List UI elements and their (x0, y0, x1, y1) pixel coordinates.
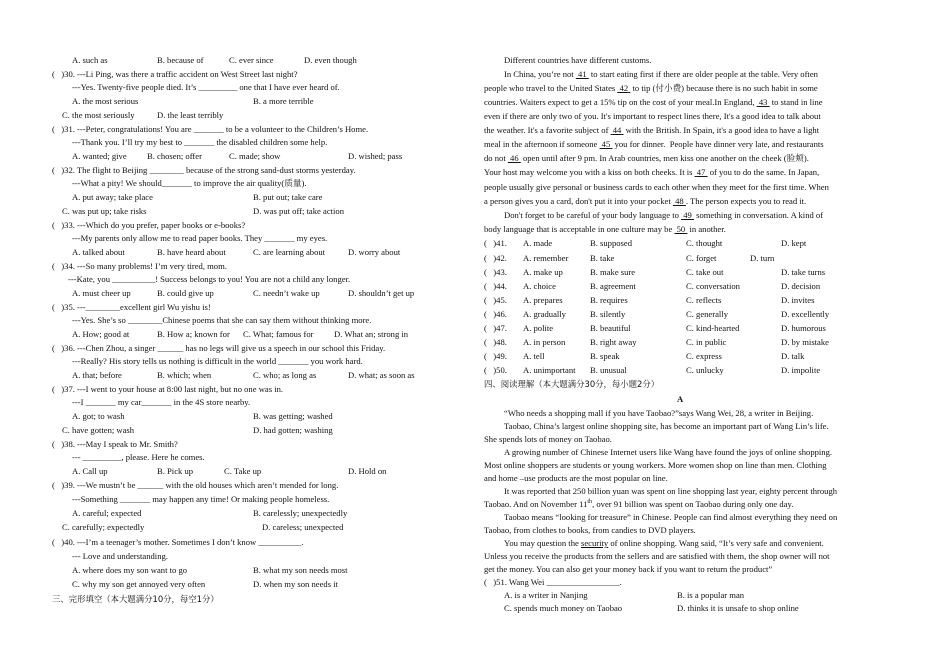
option: D. shouldn’t get up (348, 288, 415, 298)
passage-line: Taobao, China’s largest online shopping site, has become an important part of Wang Lin’s life. (504, 421, 829, 431)
passage-line: Taobao, from clothes to books, from candies to DVD players. (484, 525, 696, 535)
option: A. Call up (72, 466, 108, 476)
question-stem: ( )51. Wang Wei _________________. (484, 577, 622, 587)
question-stem: ( )38. ---May I speak to Mr. Smith? (52, 439, 178, 449)
option: B. put out; take care (253, 192, 323, 202)
passage-line: get the money. You can also get your money back if you want to return the product” (484, 564, 773, 574)
option: D. talk (781, 351, 805, 361)
passage-line: You may question the security of online shopping. Wang said, “It’s very safe and convenient. (504, 538, 824, 548)
option: D. wished; pass (348, 151, 403, 161)
option: D. decision (781, 281, 821, 291)
option: A. that; before (72, 370, 122, 380)
option: A. where does my son want to go (72, 565, 188, 575)
question-stem: ( )30. ---Li Ping, was there a traffic accident on West Street last night? (52, 69, 298, 79)
question-reply: ---Kate, you __________! Success belongs to you! You are not a child any longer. (68, 274, 351, 284)
blank-number: 43 (758, 97, 768, 107)
option: C. express (686, 351, 722, 361)
passage-line: Don't forget to be careful of your body language to 49 something in conversation. A kind of (504, 210, 824, 220)
blank-number: 42 (619, 83, 629, 93)
option: A. such as (72, 55, 108, 65)
option: B. chosen; offer (147, 151, 202, 161)
option: B. How a; known for (157, 329, 230, 339)
question-reply: ---Yes. She’s so ________Chinese poems that she can say them without thinking more. (72, 315, 372, 325)
passage-line: “Who needs a shopping mall if you have Taobao?”says Wang Wei, 28, a writer in Beijing. (504, 408, 814, 418)
option: D. Hold on (348, 466, 387, 476)
option: C. carefully; expectedly (62, 522, 145, 532)
option: D. kept (781, 238, 807, 248)
question-stem: ( )31. ---Peter, congratulations! You are _______ to be a volunteer to the Children’s Home. (52, 124, 369, 134)
option: C. What; famous for (243, 329, 314, 339)
option: C. generally (686, 309, 728, 319)
option: C. in public (686, 337, 727, 347)
option-number: ( )43. (484, 267, 507, 277)
option: B. silently (590, 309, 626, 319)
question-reply: ---What a pity! We should_______ to improve the air quality(质量). (72, 178, 307, 188)
option: C. who; as long as (253, 370, 317, 380)
option: C. reflects (686, 295, 722, 305)
option: A. choice (523, 281, 556, 291)
option: B. what my son needs most (253, 565, 348, 575)
option: A. wanted; give (72, 151, 127, 161)
option: A. How; good at (72, 329, 130, 339)
option: A. gradually (523, 309, 566, 319)
blank-number: 49 (683, 210, 692, 220)
blank-number: 45 (601, 139, 611, 149)
passage-line: meal in the afternoon if someone 45 you for dinner. People have dinner very late, and restaurants (484, 139, 824, 149)
option: C. are learning about (253, 247, 326, 257)
option: D. worry about (348, 247, 401, 257)
option: A. in person (523, 337, 566, 347)
section-heading: 四、阅读理解（本大题满分30分，每小题2分） (484, 379, 660, 389)
option: C. thought (686, 238, 723, 248)
question-reply: ---Thank you. I’ll try my best to _______ the disabled children some help. (72, 137, 328, 147)
option: A. make up (523, 267, 563, 277)
blank-number: 44 (612, 125, 622, 135)
option: D. by mistake (781, 337, 829, 347)
option: A. got; to wash (72, 411, 125, 421)
option: D. turn (750, 253, 775, 263)
option: B. because of (157, 55, 204, 65)
passage-line: Unless you receive the products from the sellers and are satisfied with them, the shop owner will not (484, 551, 830, 561)
option: D. What an; strong in (334, 329, 409, 339)
option: B. carelessly; unexpectedly (253, 508, 348, 518)
option: B. make sure (590, 267, 636, 277)
blank-number: 47 (696, 167, 706, 177)
option: D. what; as soon as (348, 370, 415, 380)
option: D. humorous (781, 323, 826, 333)
option: A. tell (523, 351, 545, 361)
option: B. unusual (590, 365, 627, 375)
option: B. speak (590, 351, 620, 361)
option-number: ( )50. (484, 365, 507, 375)
option: A. polite (523, 323, 554, 333)
passage-line: people usually give personal or business cards to each other when they meet for the first time. When (484, 182, 829, 192)
option: D. even though (304, 55, 357, 65)
option-number: ( )41. (484, 238, 507, 248)
question-reply: --- _________, please. Here he comes. (72, 452, 205, 462)
passage-intro: Different countries have different customs. (504, 55, 652, 65)
blank-number: 41 (578, 69, 587, 79)
option: C. Take up (224, 466, 262, 476)
option: C. have gotten; wash (62, 425, 135, 435)
option: D. careless; unexpected (262, 522, 344, 532)
option: C. conversation (686, 281, 740, 291)
blank-number: 46 (510, 153, 519, 163)
option: B. could give up (157, 288, 214, 298)
option: A. talked about (72, 247, 125, 257)
option: C. take out (686, 267, 724, 277)
passage-line: It was reported that 250 billion yuan was spent on line shopping last year, eighty percent through (504, 486, 838, 496)
option: B. which; when (157, 370, 212, 380)
option: B. supposed (590, 238, 633, 248)
option: B. requires (590, 295, 628, 305)
passage-line: even if there are only two of you. It's important to respect lines there, It's a good idea to talk about (484, 111, 821, 121)
option: B. right away (590, 337, 637, 347)
option-number: ( )46. (484, 309, 507, 319)
question-stem: ( )40. ---I’m a teenager’s mother. Sometimes I don’t know __________. (52, 537, 304, 547)
option-number: ( )48. (484, 337, 507, 347)
option: C. was put up; take risks (62, 206, 147, 216)
passage-line: a person gives you a card, don't put it into your pocket 48 . The person expects you to read it. (484, 196, 807, 206)
option: C. spends much money on Taobao (504, 603, 623, 613)
question-stem: ( )39. ---We mustn’t be ______ with the old houses which aren’t mended for long. (52, 480, 339, 490)
option: C. why my son get annoyed very often (72, 579, 206, 589)
passage-line: Taobao. And on November 11th, over 91 billion was spent on Taobao during only one day. (484, 499, 794, 509)
passage-line: Your host may welcome you with a kiss on both cheeks. It is 47 of you to do the same. In Japan, (484, 167, 820, 177)
passage-line: Most online shoppers are students or young workers. More women shop on line than men. Clothing (484, 460, 827, 470)
option: D. thinks it is unsafe to shop online (677, 603, 799, 613)
option: B. Pick up (157, 466, 194, 476)
passage-title: A (677, 394, 684, 404)
option: D. the least terribly (157, 110, 224, 120)
question-stem: ( )32. The flight to Beijing ________ because of the strong sand-dust storms yesterday. (52, 165, 356, 175)
passage-line: and home –use products are the most popular on line. (484, 473, 668, 483)
question-reply: ---Yes. Twenty-five people died. It’s _________ one that I have ever heard of. (72, 82, 340, 92)
question-stem: ( )34. ---So many problems! I’m very tired, mom. (52, 261, 227, 271)
option: B. is a popular man (677, 590, 745, 600)
option: C. kind-hearted (686, 323, 740, 333)
option: A. prepares (523, 295, 563, 305)
option: B. agreement (590, 281, 636, 291)
option: C. needn’t wake up (253, 288, 320, 298)
option: C. forget (686, 253, 717, 263)
option: D. when my son needs it (253, 579, 338, 589)
question-reply: ---I _______ my car_______ in the 4S store nearby. (72, 397, 251, 407)
passage-line: Taobao means “looking for treasure” in Chinese. People can find almost everything they need on (504, 512, 838, 522)
option: D. take turns (781, 267, 826, 277)
option-number: ( )44. (484, 281, 507, 291)
passage-line: countries. Waiters expect to get a 15% tip on the cost of your meal.In England, 43 to stand in line (484, 97, 823, 107)
question-stem: ( )33. ---Which do you prefer, paper books or e-books? (52, 220, 246, 230)
passage-line: people who travel to the United States 42 to tip (付小费) because there is no such habit in some (484, 83, 818, 93)
option: A. put away; take place (72, 192, 153, 202)
option: D. impolite (781, 365, 821, 375)
question-reply: ---Really? His story tells us nothing is difficult in the world _______ you work hard. (72, 356, 363, 366)
passage-line: do not 46 open until after 9 pm. In Arab countries, men kiss one another on the cheek (脸颊). (484, 153, 809, 163)
option: B. a more terrible (253, 96, 314, 106)
option-number: ( )49. (484, 351, 507, 361)
section-heading: 三、完形填空（本大题满分10分，每空1分） (52, 594, 219, 604)
question-reply: ---My parents only allow me to read paper books. They _______ my eyes. (72, 233, 328, 243)
option: B. have heard about (157, 247, 226, 257)
option: A. made (523, 238, 553, 248)
option-number: ( )47. (484, 323, 507, 333)
option: D. invites (781, 295, 815, 305)
option: C. the most seriously (62, 110, 135, 120)
option: C. made; show (229, 151, 281, 161)
option: A. remember (523, 253, 569, 263)
option: A. unimportant (523, 365, 576, 375)
question-stem: ( )36. ---Chen Zhou, a singer ______ has no legs will give us a speech in our school this Friday. (52, 343, 386, 353)
question-stem: ( )35. ---________excellent girl Wu yishu is! (52, 302, 211, 312)
option: A. must cheer up (72, 288, 131, 298)
option: C. unlucky (686, 365, 724, 375)
option: D. excellently (781, 309, 830, 319)
question-reply: --- Love and understanding. (72, 551, 168, 561)
blank-number: 50 (676, 224, 686, 234)
option: D. was put off; take action (253, 206, 345, 216)
option: B. beautiful (590, 323, 631, 333)
option: B. take (590, 253, 615, 263)
passage-line: She spends lots of money on Taobao. (484, 434, 612, 444)
question-stem: ( )37. ---I went to your house at 8:00 last night, but no one was in. (52, 384, 284, 394)
option: D. had gotten; washing (253, 425, 333, 435)
option-number: ( )45. (484, 295, 507, 305)
option: A. is a writer in Nanjing (504, 590, 588, 600)
passage-line: A growing number of Chinese Internet users like Wang have found the joys of online shopping. (504, 447, 833, 457)
blank-number: 48 (675, 196, 684, 206)
option: B. was getting; washed (253, 411, 333, 421)
option: A. the most serious (72, 96, 139, 106)
option: C. ever since (229, 55, 274, 65)
passage-line: body language that is acceptable in one culture may be 50 in another. (484, 224, 726, 234)
underlined-word: security (580, 538, 609, 548)
passage-line: the weather. It's a favorite subject of 44 with the British. In Spain, it's a good idea to have a light (484, 125, 820, 135)
option-number: ( )42. (484, 253, 507, 263)
option: A. careful; expected (72, 508, 142, 518)
passage-line: In China, you’re not 41 to start eating first if there are older people at the table. Very often (504, 69, 818, 79)
question-reply: ---Something _______ may happen any time! Or making people homeless. (72, 494, 330, 504)
